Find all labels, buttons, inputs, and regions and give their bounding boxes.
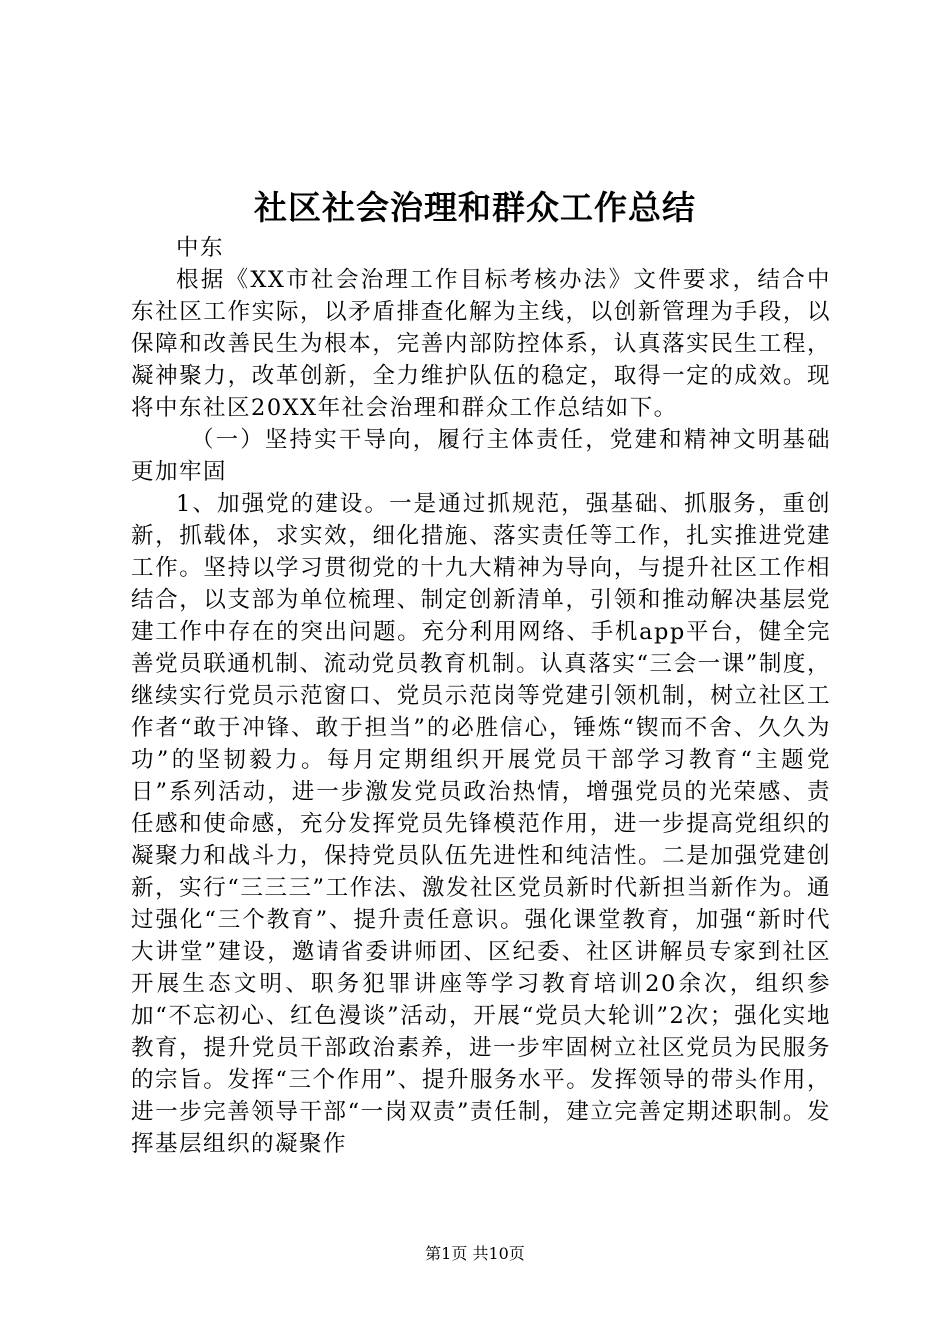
body-paragraph: 1、加强党的建设。一是通过抓规范，强基础、抓服务，重创新，抓载体，求实效，细化措施、落实责任等工作，扎实推进党建工作。坚持以学习贯彻党的十九大精神为导向，与提升社区工作相结合，以支部为单位梳理、制定创新清单，引领和推动解决基层党建工作中存在的突出问题。充分利用网络、手机app平台，健全完善党员联通机制、流动党员教育机制。认真落实“三会一课”制度，继续实行党员示范窗口、党员示范岗等党建引领机制，树立社区工作者“敢于冲锋、敢于担当”的必胜信心，锤炼“锲而不舍、久久为功”的坚韧毅力。每月定期组织开展党员干部学习教育“主题党日”系列活动，进一步激发党员政治热情，增强党员的光荣感、责任感和使命感，充分发挥党员先锋模范作用，进一步提高党组织的凝聚力和战斗力，保持党员队伍先进性和纯洁性。二是加强党建创新，实行“三三三”工作法、激发社区党员新时代新担当新作为。通过强化“三个教育”、提升责任意识。强化课堂教育，加强“新时代大讲堂”建设，邀请省委讲师团、区纪委、社区讲解员专家到社区开展生态文明、职务犯罪讲座等学习教育培训20余次，组织参加“不忘初心、红色漫谈”活动，开展“党员大轮训”2次；强化实地教育，提升党员干部政治素养，进一步牢固树立社区党员为民服务的宗旨。发挥“三个作用”、提升服务水平。发挥领导的带头作用，进一步完善领导干部“一岗双责”责任制，建立完善定期述职制。发挥基层组织的凝聚作 bbox=[131, 491, 831, 1157]
section-heading: （一）坚持实干导向，履行主体责任，党建和精神文明基础更加牢固 bbox=[131, 427, 831, 485]
author-line: 中东 bbox=[176, 235, 225, 261]
intro-paragraph: 根据《XX市社会治理工作目标考核办法》文件要求，结合中东社区工作实际，以矛盾排查化解为主线，以创新管理为手段，以保障和改善民生为根本，完善内部防控体系，认真落实民生工程，凝神聚力，改革创新，全力维护队伍的稳定，取得一定的成效。现将中东社区20XX年社会治理和群众工作总结如下。 bbox=[131, 267, 831, 421]
document-title: 社区社会治理和群众工作总结 bbox=[254, 188, 696, 227]
page-number: 第1页 共10页 bbox=[425, 1244, 525, 1263]
document-body bbox=[131, 232, 831, 1160]
